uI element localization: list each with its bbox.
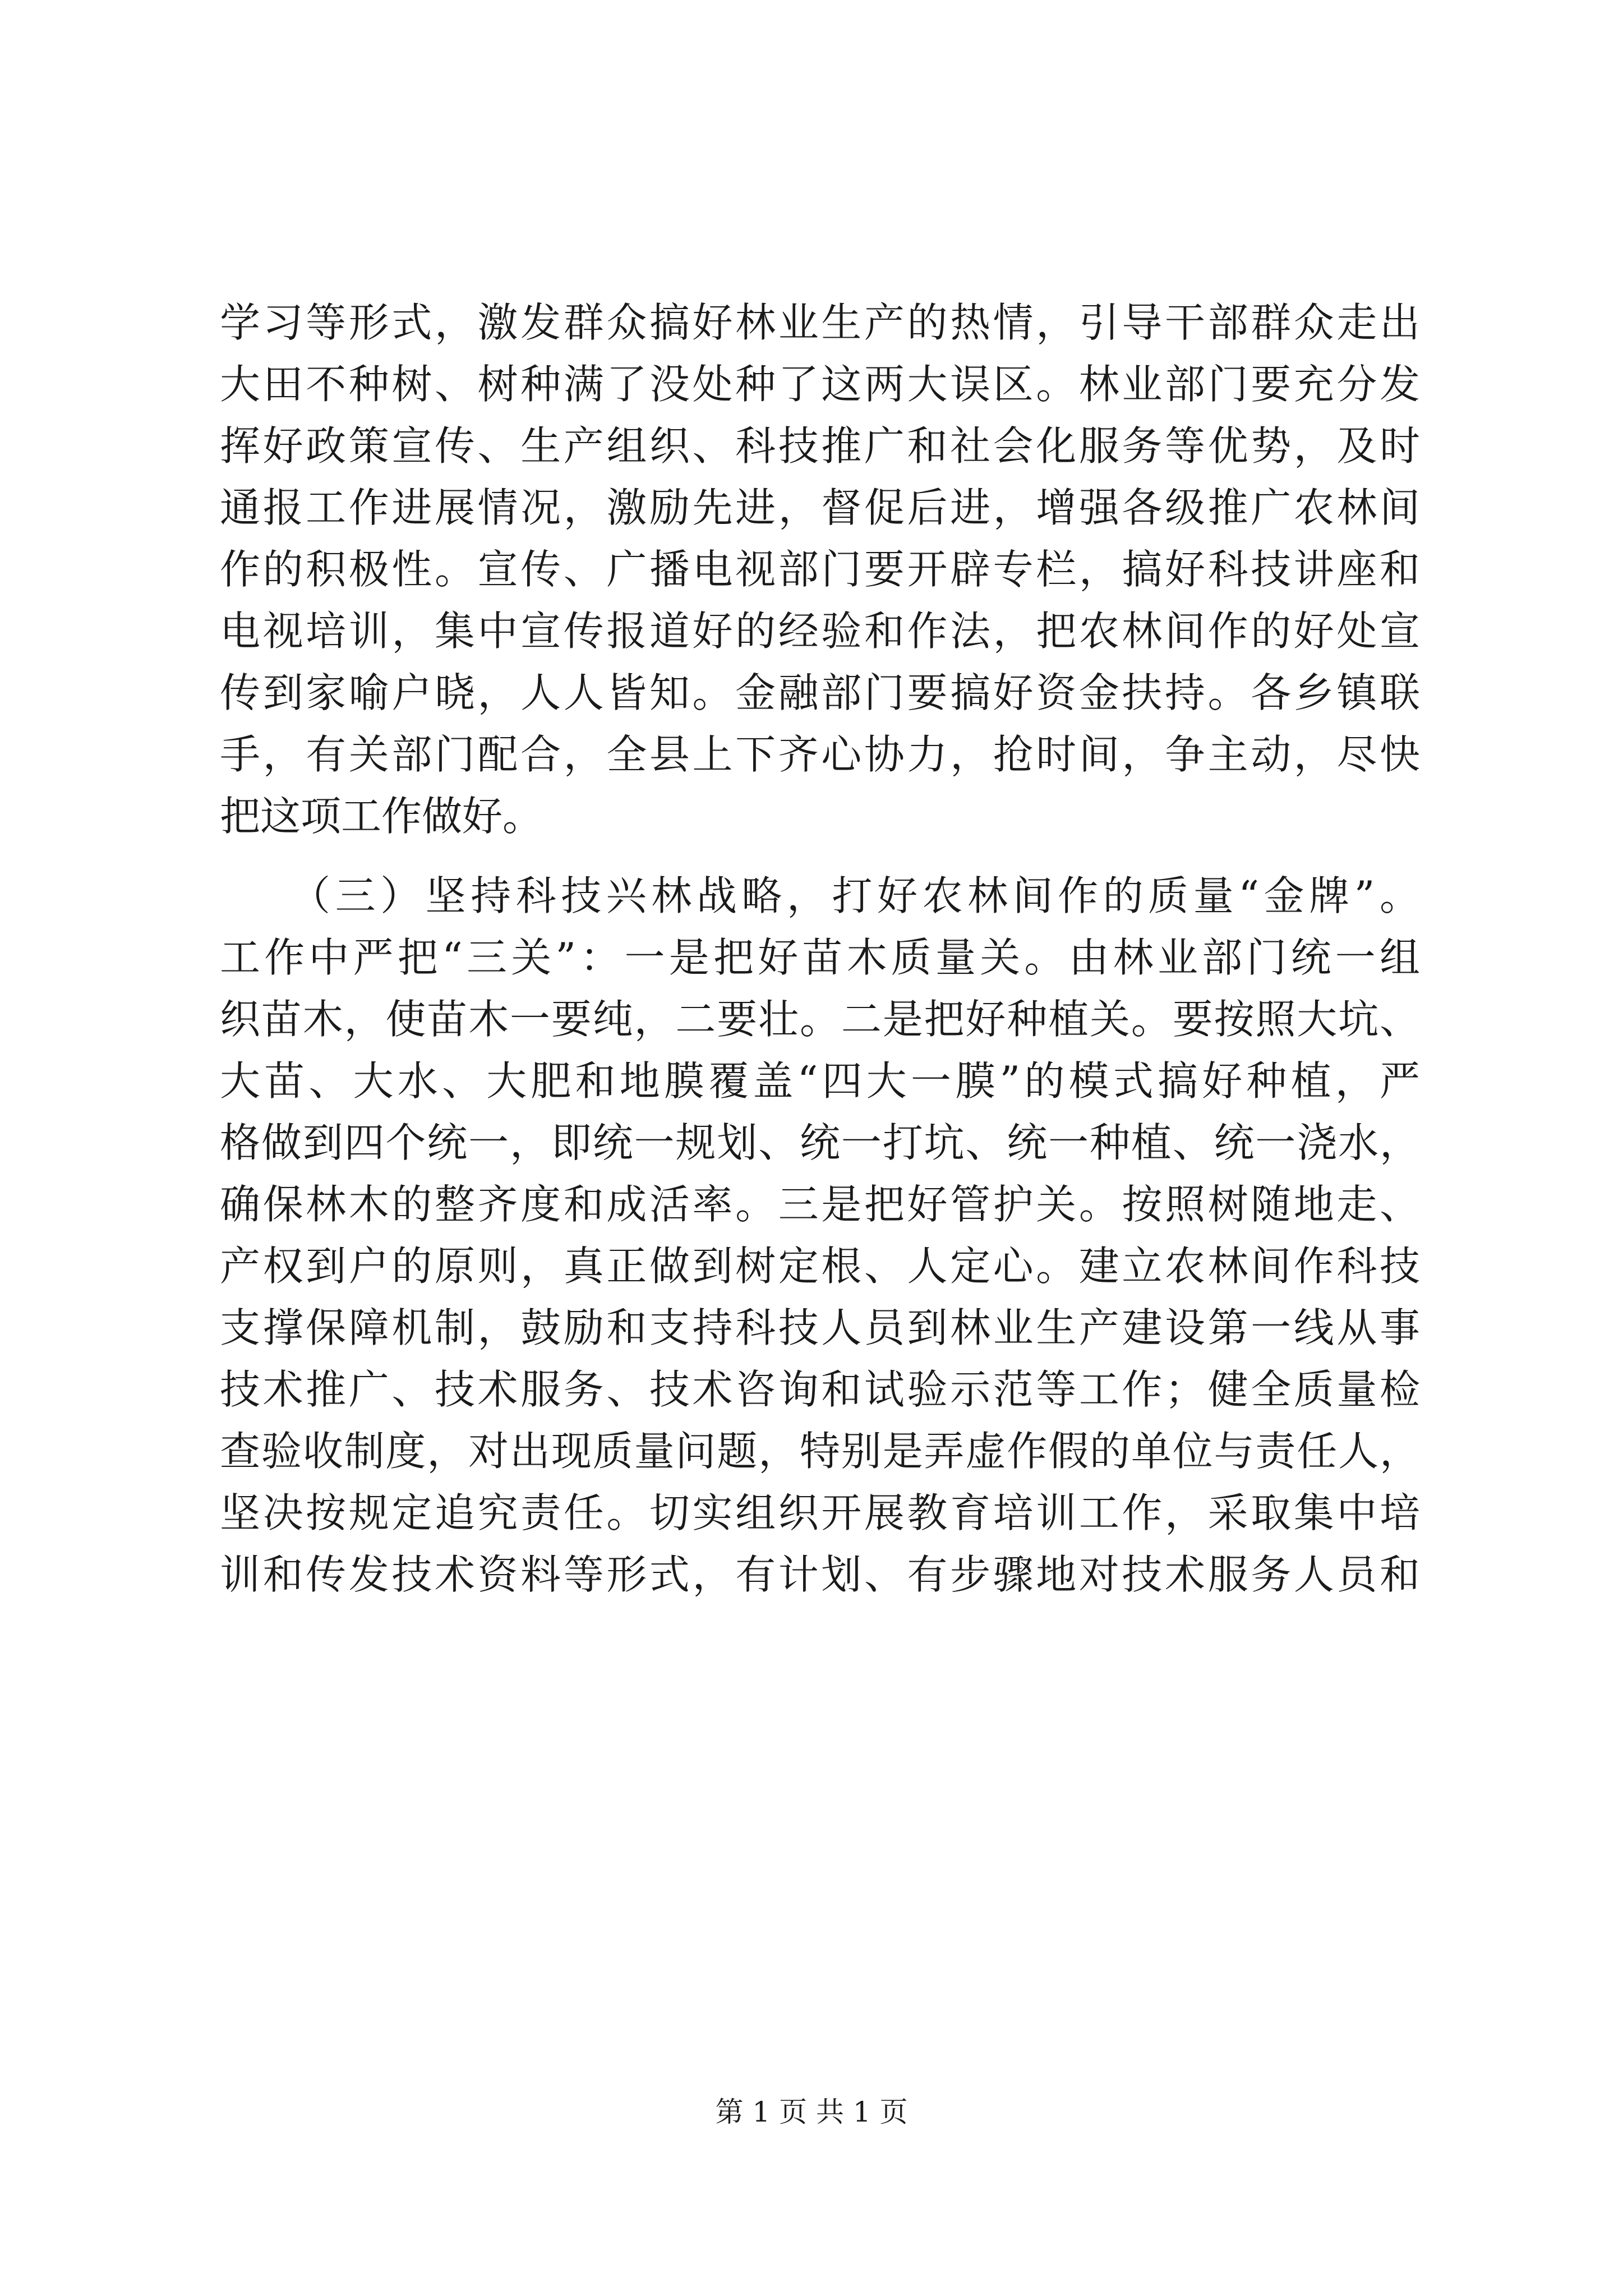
- text-line: 工作中严把“三关”：一是把好苗木质量关。由林业部门统一组: [220, 934, 1420, 981]
- text-line: 查验收制度，对出现质量问题，特别是弄虚作假的单位与责任人，: [220, 1428, 1420, 1475]
- text-line: 通报工作进展情况，激励先进，督促后进，增强各级推广农林间: [220, 484, 1420, 531]
- text-line: 挥好政策宣传、生产组织、科技推广和社会化服务等优势，及时: [220, 422, 1420, 470]
- text-line: 学习等形式，激发群众搞好林业生产的热情，引导干部群众走出: [220, 299, 1420, 346]
- body-text: [220, 292, 1420, 1605]
- text-line: 大苗、大水、大肥和地膜覆盖“四大一膜”的模式搞好种植，严: [220, 1057, 1420, 1105]
- text-line: 电视培训，集中宣传报道好的经验和作法，把农林间作的好处宣: [220, 608, 1420, 655]
- text-line: 技术推广、技术服务、技术咨询和试验示范等工作；健全质量检: [220, 1366, 1420, 1413]
- text-line: 确保林木的整齐度和成活率。三是把好管护关。按照树随地走、: [220, 1181, 1420, 1228]
- page-footer: [0, 2092, 1623, 2132]
- text-line: 格做到四个统一，即统一规划、统一打坑、统一种植、统一浇水，: [220, 1119, 1420, 1166]
- section-heading-line: （三）坚持科技兴林战略，打好农林间作的质量“金牌”。: [220, 872, 1420, 919]
- text-line: 支撑保障机制，鼓励和支持科技人员到林业生产建设第一线从事: [220, 1304, 1420, 1351]
- text-line: 织苗木，使苗木一要纯，二要壮。二是把好种植关。要按照大坑、: [220, 996, 1420, 1043]
- text-line: 大田不种树、树种满了没处种了这两大误区。林业部门要充分发: [220, 361, 1420, 408]
- text-line: 作的积极性。宣传、广播电视部门要开辟专栏，搞好科技讲座和: [220, 546, 1420, 593]
- text-line: 把这项工作做好。: [220, 793, 543, 840]
- text-line: 坚决按规定追究责任。切实组织开展教育培训工作，采取集中培: [220, 1489, 1420, 1536]
- text-line: 手，有关部门配合，全县上下齐心协力，抢时间，争主动，尽快: [220, 731, 1420, 778]
- page-number: 第 1 页 共 1 页: [715, 2096, 908, 2128]
- text-line: 训和传发技术资料等形式，有计划、有步骤地对技术服务人员和: [220, 1551, 1420, 1598]
- text-line: 产权到户的原则，真正做到树定根、人定心。建立农林间作科技: [220, 1243, 1420, 1290]
- text-line: 传到家喻户晓，人人皆知。金融部门要搞好资金扶持。各乡镇联: [220, 669, 1420, 716]
